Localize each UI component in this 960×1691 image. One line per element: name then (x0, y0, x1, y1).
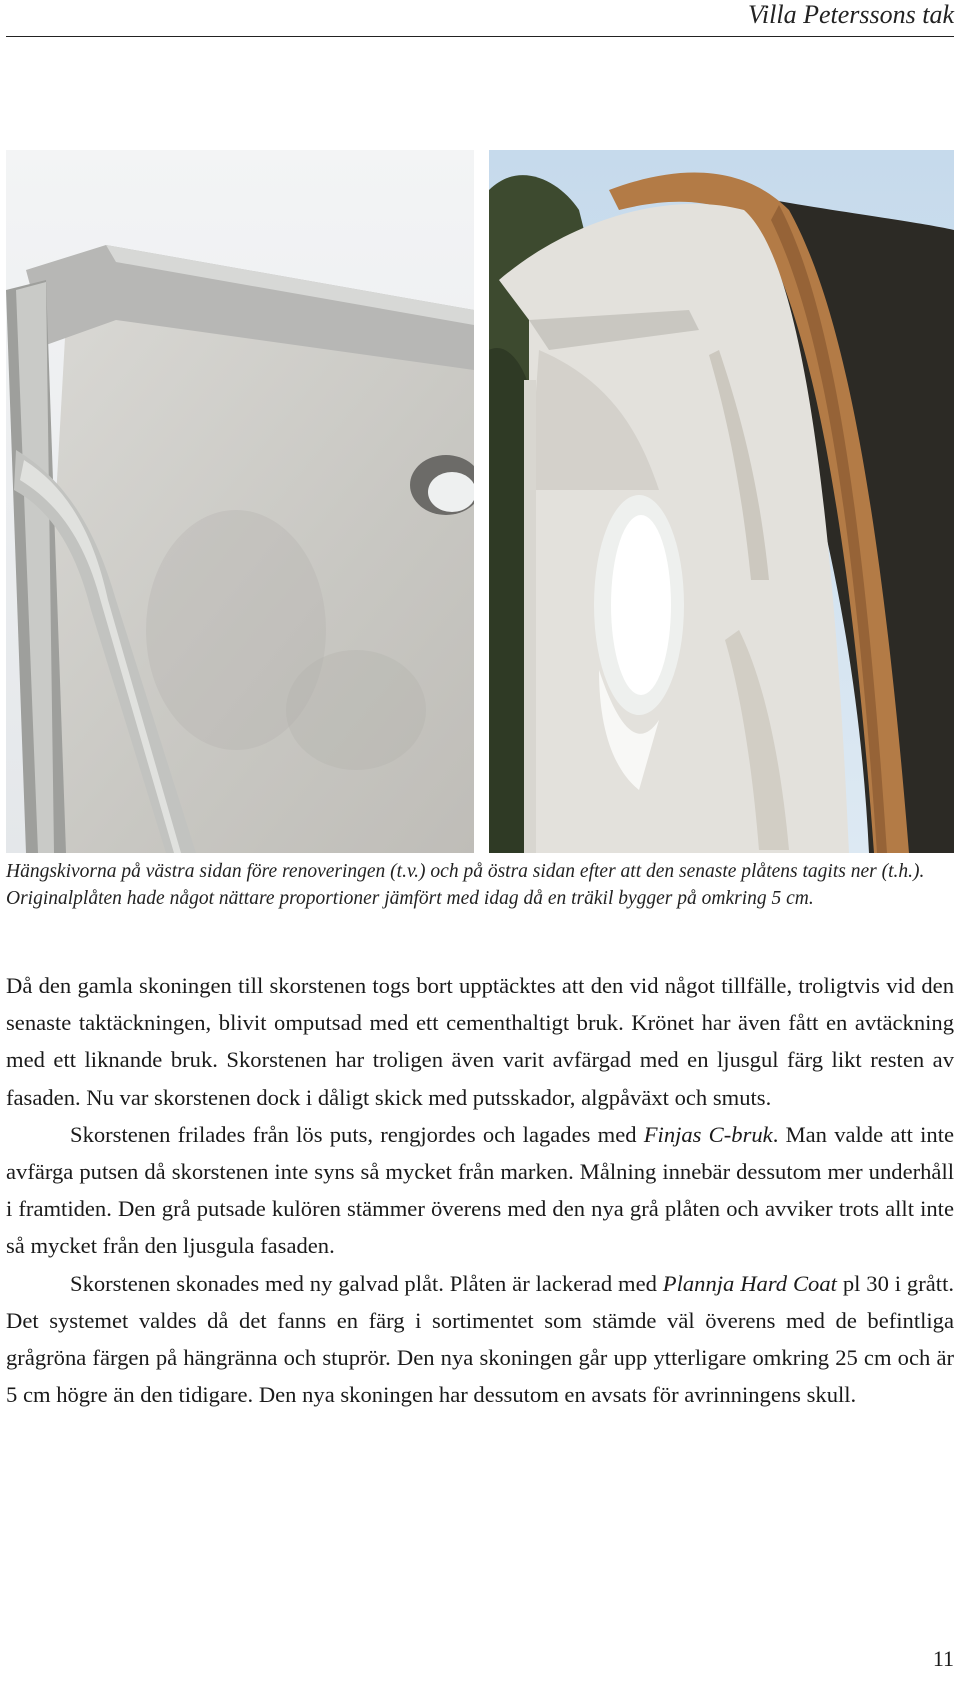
paragraph-3-end: pl 30 i grått. Det systemet valdes då det fanns en färg i sortimentet som stämde väl överens med de befintliga grågröna färgen på hängränna och stuprör. Den nya skoningen går upp ytterligare omkring 25 cm och är 5 cm högre än den tidigare. Den nya skoningen har dessutom en avsats för avrinningens skull. (6, 1270, 954, 1408)
facade-photo-west (6, 150, 474, 853)
paragraph-3 (6, 1265, 954, 1414)
page-number: 11 (932, 1646, 954, 1671)
paragraph-1: Då den gamla skoningen till skorstenen togs bort upptäcktes att den vid något tillfälle, troligtvis vid den senaste taktäckningen, blivit omputsad med ett cementhaltigt bruk. Krönet har även fått en avtäckning med ett liknande bruk. Skorstenen har troligen även varit avfärgad med en ljusgul färg likt resten av fasaden. Nu var skorstenen dock i dåligt skick med putsskador, algpåväxt och smuts. (6, 973, 954, 1110)
paragraph-2-start: Skorstenen frilades från lös puts, rengjordes och lagades med (70, 1121, 644, 1147)
paragraph-3-start: Skorstenen skonades med ny galvad plåt. Plåten är lackerad med (70, 1270, 663, 1296)
paragraph-2 (6, 1116, 954, 1265)
product-name-finjas: Finjas C-bruk (643, 1121, 773, 1147)
running-header (6, 0, 954, 37)
product-name-plannja: Plannja Hard Coat (662, 1270, 837, 1296)
running-header-title: Villa Peterssons tak (747, 0, 954, 29)
facade-photo-east (489, 150, 954, 853)
body-text (6, 967, 954, 1413)
paragraph-2-end: . Man valde att inte avfärga putsen då skorstenen inte syns så mycket från marken. Målning innebär dessutom mer underhåll i framtiden. Den grå putsade kulören stämmer överens med den nya grå plåten och avviker trots allt inte så mycket från den ljusgula fasaden. (6, 1121, 954, 1259)
facade-photo-east-image (489, 150, 954, 853)
facade-photo-west-image (6, 150, 474, 853)
photo-caption: Hängskivorna på västra sidan före renoveringen (t.v.) och på östra sidan efter att den senaste plåtens tagits ner (t.h.). Originalplåten hade något nättare proportioner jämfört med idag då en träkil bygger på omkring 5 cm. (6, 861, 925, 909)
